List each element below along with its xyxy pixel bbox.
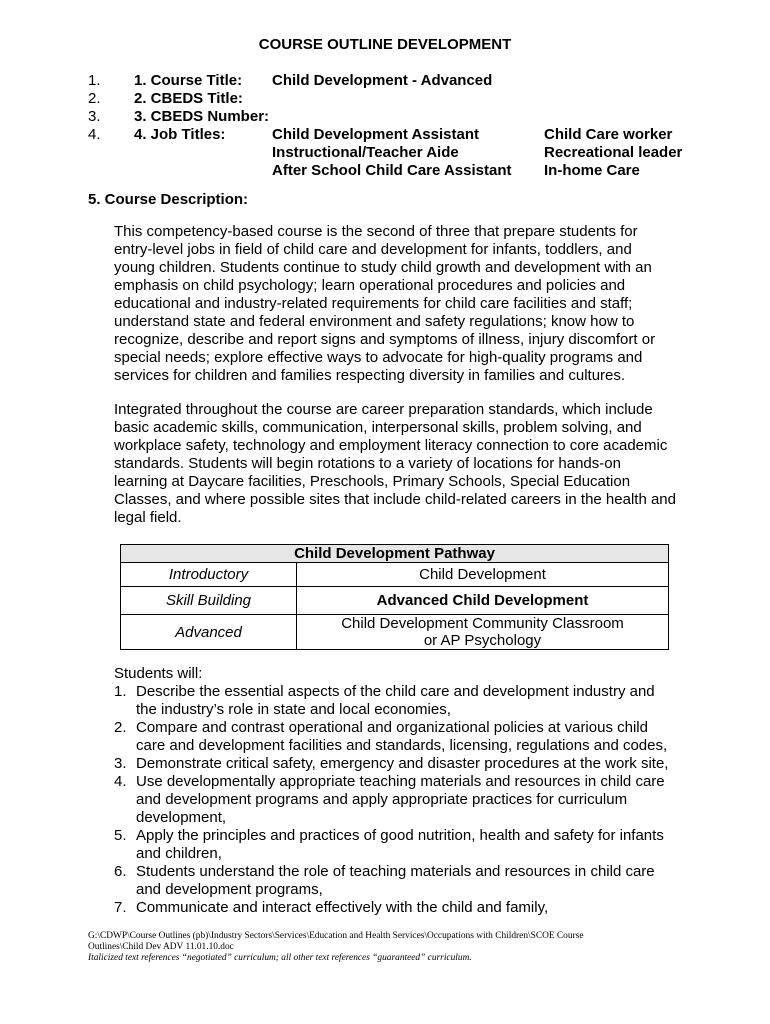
paragraph-line: emphasis on child psychology; learn operational procedures and policies and — [114, 277, 626, 294]
list-item — [114, 719, 694, 755]
list-item — [114, 827, 694, 863]
footer-note: Italicized text references “negotiated” curriculum; all other text references “guaranteed” curriculum. — [88, 953, 472, 963]
row-number: 3. — [88, 108, 101, 125]
pathway-course: Child Development — [297, 563, 669, 587]
header-row-job-titles-cont — [0, 144, 770, 162]
table-row — [121, 563, 669, 587]
footer-file-path: Outlines\Child Dev ADV 11.01.10.doc — [88, 942, 234, 952]
field-label: 2. CBEDS Title: — [134, 90, 243, 107]
item-line: Compare and contrast operational and organizational policies at various child — [136, 719, 648, 736]
item-line: Communicate and interact effectively with the child and family, — [136, 899, 549, 916]
header-row-cbeds-number — [0, 108, 770, 126]
header-row-course-title — [0, 72, 770, 90]
item-number: 5. — [114, 827, 127, 844]
page-title: COURSE OUTLINE DEVELOPMENT — [258, 36, 512, 53]
item-line: Students understand the role of teaching materials and resources in child care — [136, 863, 655, 880]
paragraph-line: legal field. — [114, 509, 182, 526]
pathway-table-heading: Child Development Pathway — [121, 545, 669, 563]
item-number: 7. — [114, 899, 127, 916]
job-title: Child Care worker — [544, 126, 673, 143]
paragraph-line: services for children and families respecting diversity in families and cultures. — [114, 367, 626, 384]
item-line: Apply the principles and practices of good nutrition, health and safety for infants — [136, 827, 664, 844]
list-item — [114, 899, 694, 917]
paragraph-line: entry-level jobs in field of child care and development for infants, toddlers, and — [114, 241, 632, 258]
pathway-table — [120, 544, 669, 650]
item-number: 2. — [114, 719, 127, 736]
footer-file-path: G:\CDWP\Course Outlines (pb)\Industry Sectors\Services\Education and Health Services\Occupations with Children\SCOE Course — [88, 931, 584, 941]
paragraph-line: basic academic skills, communication, interpersonal skills, problem solving, and — [114, 419, 642, 436]
row-number: 4. — [88, 126, 101, 143]
pathway-course-current: Advanced Child Development — [297, 587, 669, 615]
description-paragraph-1 — [114, 223, 694, 385]
field-label: 1. Course Title: — [134, 72, 243, 89]
item-number: 3. — [114, 755, 127, 772]
job-title: Instructional/Teacher Aide — [272, 144, 459, 161]
pathway-course-line: Child Development Community Classroom — [341, 615, 624, 632]
table-row — [121, 615, 669, 650]
item-line: Demonstrate critical safety, emergency and disaster procedures at the work site, — [136, 755, 669, 772]
header-row-job-titles — [0, 126, 770, 144]
pathway-course-line: or AP Psychology — [423, 632, 542, 649]
pathway-level: Skill Building — [121, 587, 297, 615]
course-description-heading: 5. Course Description: — [88, 191, 249, 208]
header-row-job-titles-cont — [0, 162, 770, 180]
students-will-label: Students will: — [114, 665, 203, 682]
objectives-list — [114, 683, 694, 917]
item-line: Describe the essential aspects of the child care and development industry and — [136, 683, 655, 700]
item-number: 6. — [114, 863, 127, 880]
list-item — [114, 863, 694, 899]
field-label: 3. CBEDS Number: — [134, 108, 270, 125]
job-title: After School Child Care Assistant — [272, 162, 512, 179]
paragraph-line: understand state and federal environment and safety regulations; know how to — [114, 313, 635, 330]
item-line: and development programs and apply appropriate practices for curriculum — [136, 791, 628, 808]
paragraph-line: Integrated throughout the course are career preparation standards, which include — [114, 401, 653, 418]
row-number: 1. — [88, 72, 101, 89]
field-label: 4. Job Titles: — [134, 126, 226, 143]
list-item — [114, 755, 694, 773]
table-row — [121, 587, 669, 615]
list-item — [114, 773, 694, 827]
paragraph-line: learning at Daycare facilities, Preschools, Primary Schools, Special Education — [114, 473, 631, 490]
pathway-level: Introductory — [121, 563, 297, 587]
item-line: development, — [136, 809, 227, 826]
pathway-level: Advanced — [121, 615, 297, 650]
paragraph-line: standards. Students will begin rotations to a variety of locations for hands-on — [114, 455, 621, 472]
paragraph-line: Classes, and where possible sites that include child-related careers in the health and — [114, 491, 676, 508]
item-line: care and development facilities and standards, licensing, regulations and codes, — [136, 737, 668, 754]
paragraph-line: special needs; explore effective ways to advocate for high-quality programs and — [114, 349, 643, 366]
paragraph-line: workplace safety, technology and employment literacy connection to core academic — [114, 437, 668, 454]
header-row-cbeds-title — [0, 90, 770, 108]
field-value: Child Development - Advanced — [272, 72, 493, 89]
item-number: 1. — [114, 683, 127, 700]
item-line: Use developmentally appropriate teaching materials and resources in child care — [136, 773, 665, 790]
row-number: 2. — [88, 90, 101, 107]
item-number: 4. — [114, 773, 127, 790]
paragraph-line: educational and industry-related requirements for child care facilities and staff; — [114, 295, 633, 312]
pathway-course — [297, 615, 669, 650]
job-title: In-home Care — [544, 162, 640, 179]
list-item — [114, 683, 694, 719]
paragraph-line: recognize, describe and report signs and symptoms of illness, injury discomfort or — [114, 331, 656, 348]
item-line: and development programs, — [136, 881, 323, 898]
document-footer — [88, 931, 728, 964]
item-line: and children, — [136, 845, 222, 862]
paragraph-line: young children. Students continue to study child growth and development with an — [114, 259, 652, 276]
job-title: Child Development Assistant — [272, 126, 479, 143]
description-paragraph-2 — [114, 401, 694, 527]
job-title: Recreational leader — [544, 144, 683, 161]
item-line: the industry’s role in state and local economies, — [136, 701, 451, 718]
paragraph-line: This competency-based course is the second of three that prepare students for — [114, 223, 638, 240]
